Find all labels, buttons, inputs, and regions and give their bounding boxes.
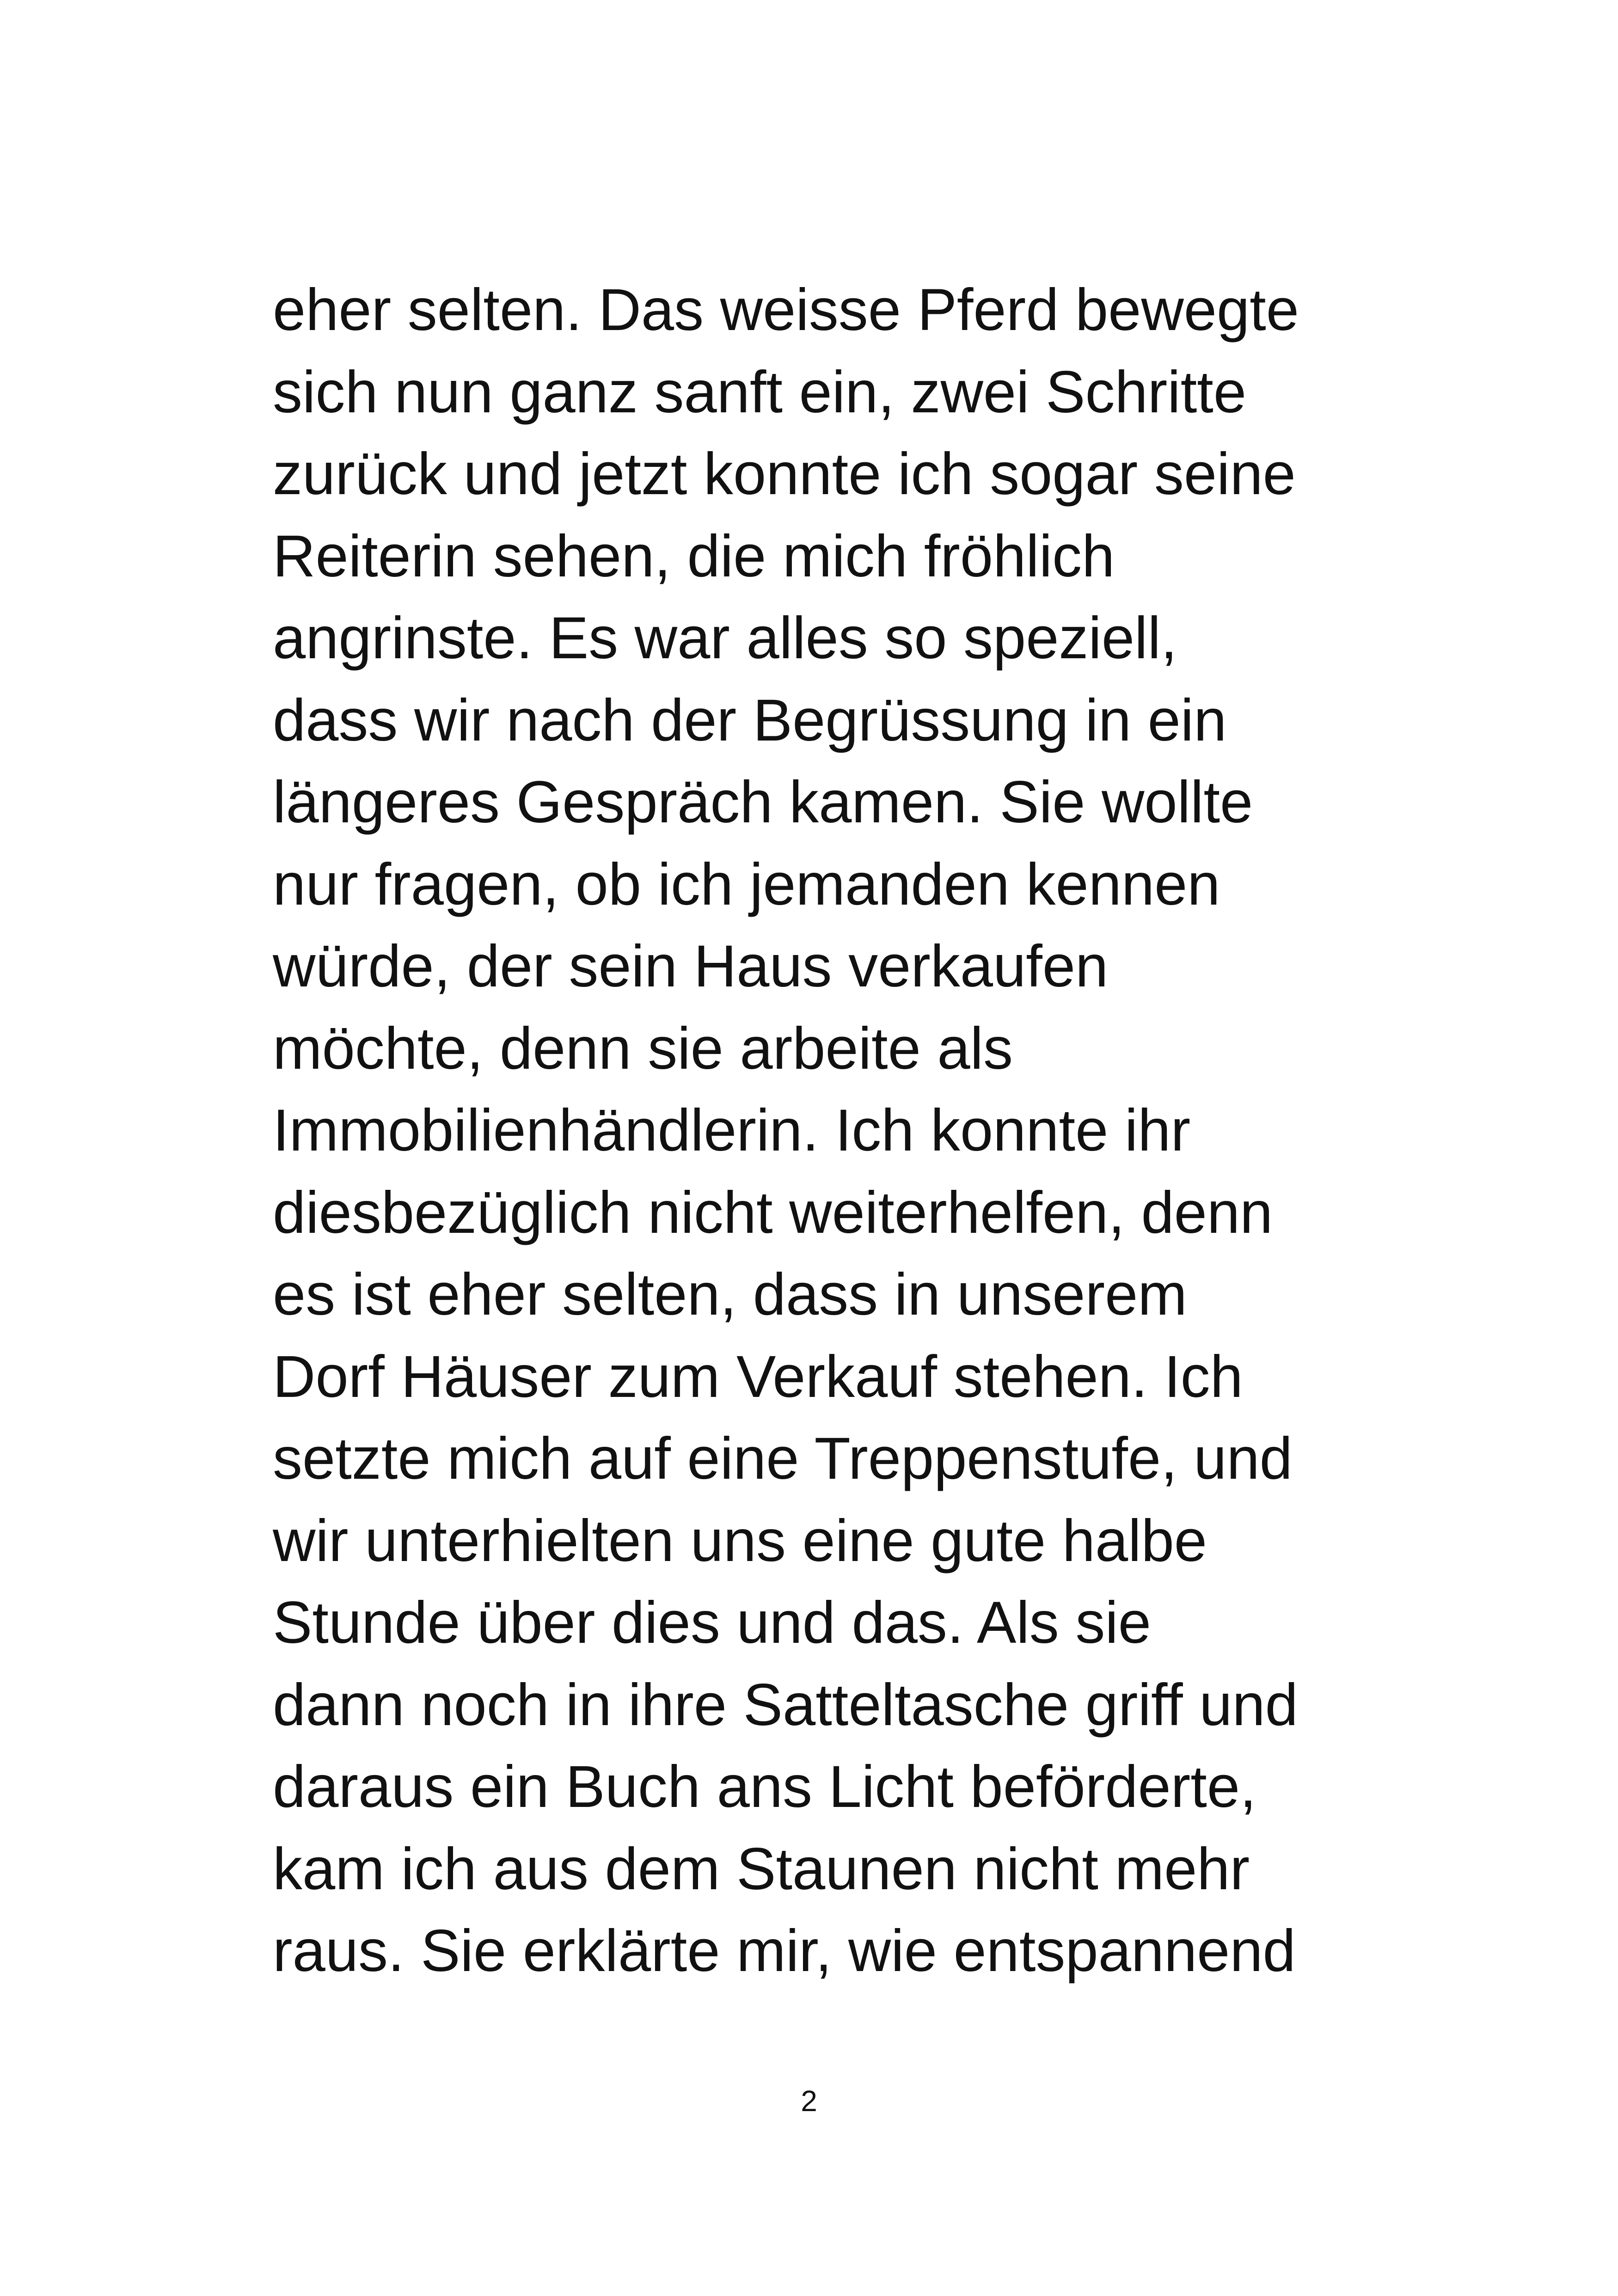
text-line: diesbezüglich nicht weiterhelfen, denn	[273, 1179, 1273, 1246]
text-line: Immobilienhändlerin. Ich konnte ihr	[273, 1097, 1191, 1163]
body-text	[273, 269, 1382, 1992]
text-line: dass wir nach der Begrüssung in ein	[273, 687, 1227, 753]
page-number: 2	[801, 2084, 817, 2118]
text-line: sich nun ganz sanft ein, zwei Schritte	[273, 359, 1246, 425]
text-line: Stunde über dies und das. Als sie	[273, 1590, 1151, 1656]
text-line: kam ich aus dem Staunen nicht mehr	[273, 1836, 1250, 1902]
text-line: Dorf Häuser zum Verkauf stehen. Ich	[273, 1343, 1243, 1410]
text-line: angrinste. Es war alles so speziell,	[273, 605, 1177, 671]
text-line: nur fragen, ob ich jemanden kennen	[273, 851, 1220, 918]
text-line: würde, der sein Haus verkaufen	[273, 933, 1109, 999]
text-line: dann noch in ihre Satteltasche griff und	[273, 1671, 1298, 1738]
text-line: raus. Sie erklärte mir, wie entspannend	[273, 1918, 1296, 1984]
text-line: Reiterin sehen, die mich fröhlich	[273, 523, 1115, 589]
text-line: setzte mich auf eine Treppenstufe, und	[273, 1426, 1293, 1492]
text-line: wir unterhielten uns eine gute halbe	[273, 1507, 1207, 1574]
text-line: möchte, denn sie arbeite als	[273, 1015, 1013, 1082]
text-line: eher selten. Das weisse Pferd bewegte	[273, 277, 1299, 343]
text-line: daraus ein Buch ans Licht beförderte,	[273, 1754, 1256, 1820]
text-line: es ist eher selten, dass in unserem	[273, 1261, 1187, 1328]
text-line: längeres Gespräch kamen. Sie wollte	[273, 769, 1253, 835]
text-line: zurück und jetzt konnte ich sogar seine	[273, 441, 1296, 507]
